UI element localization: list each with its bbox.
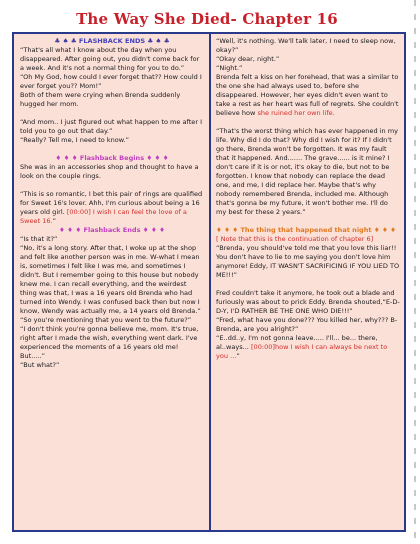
paragraph: “That's all what I know about the day when you disappeared. After going out, you didn't come back for a week. And it's not a normal thing for you to do.” [20, 46, 202, 72]
wish-text: [00:00] I wish I can feel the love of a Sweet 16. [20, 208, 189, 225]
left-column [20, 37, 204, 370]
paragraph: “But what?” [20, 361, 60, 369]
paragraph: “So you're mentioning that you went to the future?” [20, 316, 192, 324]
paragraph: “This is so romantic, I bet this pair of rings are qualified for Sweet 16's lover. Ahh, I'm curious about being a 16 years old girl. [00:00] I wish I can feel the love of a Sweet 16.” [20, 190, 205, 225]
diamond-icon: ♦ ♦ ♦ [142, 226, 165, 234]
paragraph: “I don't think you're gonna believe me, mom. It's true, right after I made the wish, everything went dark. I've experienced the moments of a 16 years old me! But.....” [20, 325, 201, 360]
text-frame [12, 32, 406, 532]
right-column [216, 37, 400, 361]
paragraph: Both of them were crying when Brenda suddenly hugged her mom. [20, 91, 183, 108]
paragraph: “Fred, what have you done??? You killed her, why??? B-Brenda, are you alright?” [216, 316, 398, 333]
flashback-begins-heading: ♦ ♦ ♦ Flashback Begins ♦ ♦ ♦ [55, 154, 169, 162]
note-text: [ Note that this is the continuation of chapter 6] [216, 235, 374, 243]
diamond-icon: ♦ ♦ ♦ [146, 154, 169, 162]
paragraph: “Is that it?” [20, 235, 58, 243]
chapter-title: The Way She Died- Chapter 16 [76, 10, 338, 28]
club-spade-icon: ♣ ♠ ♣ [54, 37, 77, 45]
paragraph: “Brenda, you should've told me that you love this liar!! You don't have to lie to me saying you don't love him anymore! Eddy, IT WASN'T SACRIFICING IF YOU LIED TO ME!!!” [216, 244, 402, 279]
paragraph: “Night.” [216, 64, 243, 72]
paragraph: She was in an accessories shop and thought to have a look on the couple rings. [20, 163, 201, 180]
paragraph: “Really? Tell me, I need to know.” [20, 136, 130, 144]
dotted-edge [408, 0, 418, 544]
column-divider [209, 34, 211, 530]
paragraph: “And mom.. I just figured out what happen to me after I told you to go out that day.” [20, 118, 205, 135]
page [6, 4, 408, 536]
paragraph: “E..dd..y, I'm not gonna leave..... I'll... be... there, al..ways... [00:00]how I wish I can always be next to you ...” [216, 334, 390, 360]
diamond-icon: ♦ ♦ ♦ [59, 226, 82, 234]
paragraph: “No, it's a long story. After that, I woke up at the shop and felt like another person was in me. W-what I mean is, sometimes I felt like I was me, and sometimes I didn't. But I remember going to this house but nobody knew me. I can recall everything, and the weirdest thing was that, I was a 16 years old Brenda who had turned into Wendy. I was confused back then but now I know, Wendy was actually me, a 14 years old Brenda.” [20, 244, 202, 315]
flashback-ends-heading: ♣ ♠ ♣ FLASHBACK ENDS ♣ ♠ ♣ [54, 37, 170, 45]
paragraph: “Okay dear, night.” [216, 55, 280, 63]
paragraph: “Oh My God, how could I ever forget that?? How could I ever forget you?? Mom!” [20, 73, 204, 90]
diamond-icon: ♦ ♦ ♦ [373, 226, 396, 234]
highlight-text: she ruined her own life. [257, 109, 335, 117]
flashback-ends-heading: ♦ ♦ ♦ Flashback Ends ♦ ♦ ♦ [59, 226, 165, 234]
club-spade-icon: ♣ ♠ ♣ [147, 37, 170, 45]
diamond-icon: ♦ ♦ ♦ [216, 226, 239, 234]
diamond-icon: ♦ ♦ ♦ [55, 154, 78, 162]
paragraph: Brenda felt a kiss on her forehead, that was a similar to the one she had always used to, before she disappeared. However, her eyes didn't even want to take a rest as her heart was full of regrets. She couldn't believe how she ruined her own life. [216, 73, 401, 117]
paragraph: Fred couldn't take it anymore, he took out a blade and furiously was about to prick Eddy. Brenda shouted,“E-D-D-Y, I'D RATHER BE THE ONE WHO DIE!!!” [216, 289, 400, 315]
night-heading: ♦ ♦ ♦ The thing that happened that night ♦ ♦ ♦ [216, 226, 396, 234]
paragraph: “That's the worst thing which has ever happened in my life. Why did I do that? Why did I wish for it? If I didn't go there, Brenda won't be forgotten. It was my fault that it happened. And....... The grave...... is it mine? I don't care if it is or not, it's okay to die, but not to be forgotten. I know that nobody can replace the dead one, and me, I did replace her. Maybe that's why nobody remembered Brenda, included me. Although that's gonna be my future, it won't bother me. I'll do my best for these 2 years.” [216, 127, 401, 216]
wish-text: [00:00]how I wish I can always be next to you ... [216, 343, 390, 360]
paragraph: “Well, it's nothing. We'll talk later, I need to sleep now, okay?” [216, 37, 398, 54]
